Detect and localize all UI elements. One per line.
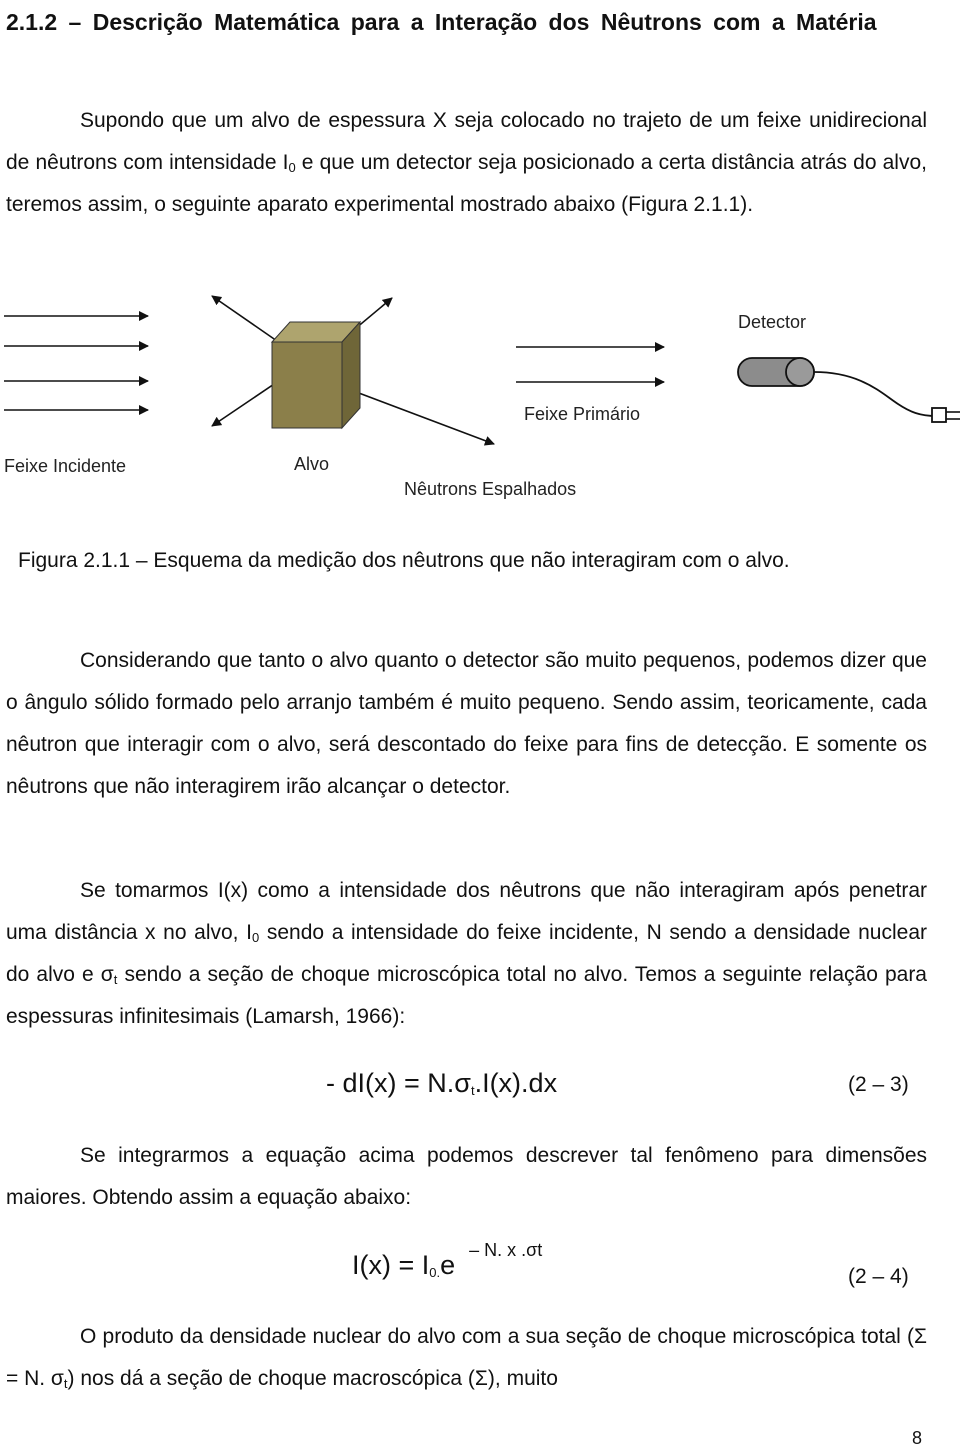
eq2-text-b: e <box>440 1250 456 1280</box>
eq2-exponent: – N. x .σt <box>469 1240 543 1260</box>
p5-text-b: ) nos dá a seção de choque macroscópica (Σ), muito <box>67 1367 558 1390</box>
incident-beam-arrows <box>4 316 148 410</box>
label-alvo: Alvo <box>294 454 330 474</box>
eq1-sub: t <box>470 1083 475 1098</box>
equation-number-2-3: (2 – 3) <box>848 1073 909 1096</box>
p3-text-a: Se tomarmos I(x) como a intensidade dos nêutrons que não interagiram após penetrar uma distância x no alvo, I <box>6 879 927 944</box>
p3-sub2: t <box>113 972 118 987</box>
detector-window <box>786 358 814 386</box>
equation-2-3 <box>326 1066 557 1100</box>
p1-sub: 0 <box>288 160 296 175</box>
p2-text: Considerando que tanto o alvo quanto o detector são muito pequenos, podemos dizer que o ângulo sólido formado pelo arranjo também é muito pequeno. Sendo assim, teoricamente, cada nêutron que interagir com o alvo, será descontado do feixe para fins de detecção. E somente os nêutrons que não interagirem irão alcançar o detector. <box>6 649 927 798</box>
label-detector: Detector <box>738 312 807 332</box>
paragraph-3 <box>6 870 927 1038</box>
p5-text-a: O produto da densidade nuclear do alvo com a sua seção de choque microscópica total (Σ = N. σ <box>6 1325 927 1390</box>
target-cube <box>272 322 360 428</box>
p4-text: Se integrarmos a equação acima podemos descrever tal fenômeno para dimensões maiores. Obtendo assim a equação abaixo: <box>6 1144 927 1209</box>
p3-sub1: 0 <box>251 930 260 945</box>
p3-text-c: sendo a seção de choque microscópica total no alvo. Temos a seguinte relação para espessuras infinitesimais (Lamarsh, 1966): <box>6 963 927 1028</box>
figure-caption: Figura 2.1.1 – Esquema da medição dos nêutrons que não interagiram com o alvo. <box>18 549 790 572</box>
eq1-text-b: .I(x).dx <box>474 1068 558 1098</box>
page-number: 8 <box>912 1428 923 1448</box>
label-feixe-incidente: Feixe Incidente <box>4 456 127 476</box>
equation-2-4 <box>352 1240 543 1282</box>
detector-connector-icon <box>932 408 946 422</box>
paragraph-5 <box>6 1316 927 1400</box>
experiment-figure <box>0 292 960 502</box>
p1-text-a: Supondo que um alvo de espessura X seja colocado no trajeto de um feixe unidirecional de nêutrons com intensidade I <box>6 109 927 174</box>
label-feixe-primario: Feixe Primário <box>524 404 641 424</box>
cube-front-face <box>272 342 342 428</box>
detector <box>738 358 960 422</box>
paragraph-4 <box>6 1135 927 1219</box>
detector-cable <box>814 372 936 416</box>
primary-beam-arrows <box>516 347 664 382</box>
paragraph-1 <box>6 100 927 226</box>
equation-number-2-4: (2 – 4) <box>848 1265 909 1288</box>
paragraph-2 <box>6 640 927 808</box>
p1-text-b: e que um detector seja posicionado a certa distância atrás do alvo, teremos assim, o seguinte aparato experimental mostrado abaixo (Figura 2.1.1). <box>6 151 927 216</box>
p5-sub: t <box>63 1376 68 1391</box>
eq2-sub: 0. <box>429 1265 441 1280</box>
label-neutrons-espalhados: Nêutrons Espalhados <box>404 479 577 499</box>
section-heading: 2.1.2 – Descrição Matemática para a Interação dos Nêutrons com a Matéria <box>6 9 877 35</box>
p3-text-b: sendo a intensidade do feixe incidente, N sendo a densidade nuclear do alvo e σ <box>6 921 927 986</box>
eq2-text-a: I(x) = I <box>352 1250 430 1280</box>
eq1-text-a: - dI(x) = N.σ <box>326 1068 471 1098</box>
